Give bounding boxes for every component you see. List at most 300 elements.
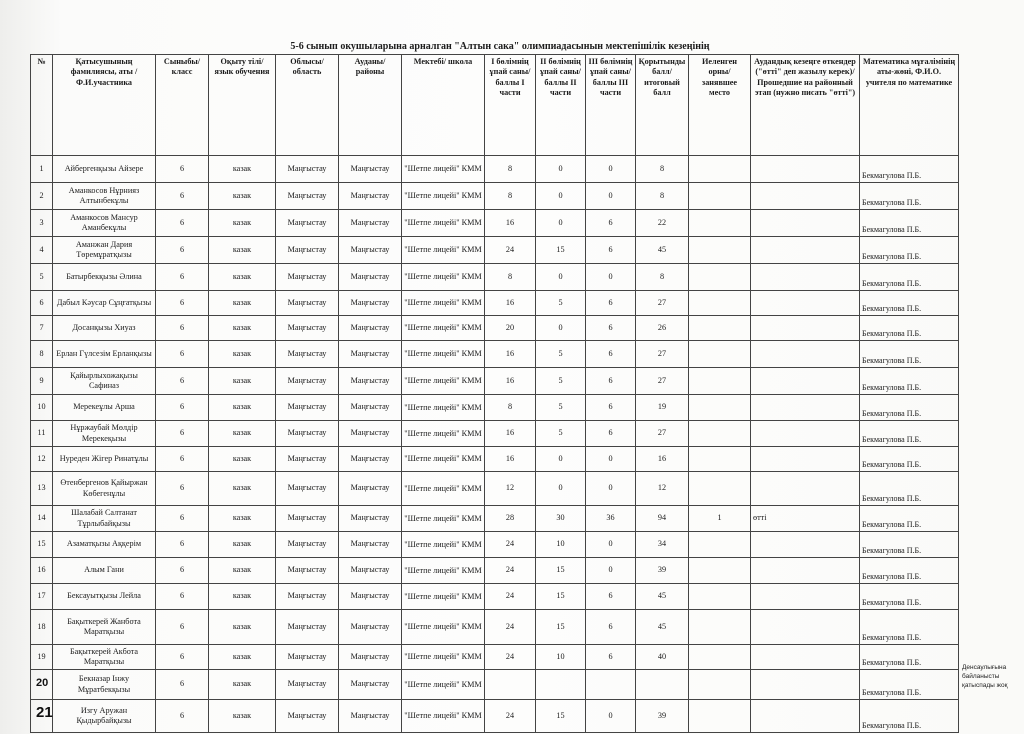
score-part2-cell: 5 <box>536 291 586 316</box>
score-part3-cell: 6 <box>586 421 636 447</box>
passed-status-cell <box>751 447 860 472</box>
score-part1-cell <box>485 670 536 700</box>
district-cell: Маңғыстау <box>339 610 402 645</box>
school-cell: "Шетпе лицейі" КММ <box>402 584 485 610</box>
participant-name-cell: Мерекеұлы Арша <box>53 395 156 421</box>
score-part2-cell: 0 <box>536 156 586 183</box>
place-cell <box>689 700 751 733</box>
place-cell <box>689 316 751 341</box>
score-part3-cell: 6 <box>586 210 636 237</box>
participant-name-cell: Ерлан Гүлсезім Ерланқызы <box>53 341 156 368</box>
participant-name-cell: Нұржаубай Мөлдір Мерекеқызы <box>53 421 156 447</box>
place-cell: 1 <box>689 506 751 532</box>
table-row <box>31 506 959 532</box>
language-cell: казак <box>209 670 276 700</box>
district-cell: Маңғыстау <box>339 395 402 421</box>
score-part1-cell: 24 <box>485 558 536 584</box>
teacher-name-cell: Бекмагулова П.Б. <box>860 395 959 421</box>
side-note: Денсаулығына байланысты қатыспады жоқ <box>962 664 1008 689</box>
passed-status-cell <box>751 210 860 237</box>
class-cell: 6 <box>156 447 209 472</box>
score-part3-cell: 6 <box>586 584 636 610</box>
passed-status-cell <box>751 670 860 700</box>
total-score-cell: 22 <box>636 210 689 237</box>
region-cell: Маңғыстау <box>276 645 339 670</box>
table-row <box>31 368 959 395</box>
language-cell: казак <box>209 421 276 447</box>
class-cell: 6 <box>156 156 209 183</box>
region-cell: Маңғыстау <box>276 264 339 291</box>
region-cell: Маңғыстау <box>276 532 339 558</box>
page-number-21: 21 <box>36 704 53 721</box>
row-number-cell: 8 <box>31 341 53 368</box>
place-cell <box>689 183 751 210</box>
score-part3-cell: 6 <box>586 395 636 421</box>
class-cell: 6 <box>156 506 209 532</box>
score-part3-cell: 6 <box>586 368 636 395</box>
class-cell: 6 <box>156 645 209 670</box>
total-score-cell: 27 <box>636 421 689 447</box>
place-cell <box>689 421 751 447</box>
score-part1-cell: 24 <box>485 237 536 264</box>
table-row <box>31 472 959 506</box>
school-cell: "Шетпе лицейі" КММ <box>402 670 485 700</box>
region-cell: Маңғыстау <box>276 210 339 237</box>
region-cell: Маңғыстау <box>276 316 339 341</box>
language-cell: казак <box>209 183 276 210</box>
score-part2-cell: 0 <box>536 183 586 210</box>
score-part2-cell: 15 <box>536 700 586 733</box>
region-cell: Маңғыстау <box>276 584 339 610</box>
district-cell: Маңғыстау <box>339 156 402 183</box>
total-score-cell: 16 <box>636 447 689 472</box>
passed-status-cell: өтті <box>751 506 860 532</box>
class-cell: 6 <box>156 584 209 610</box>
row-number-cell: 3 <box>31 210 53 237</box>
place-cell <box>689 447 751 472</box>
teacher-name-cell: Бекмагулова П.Б. <box>860 341 959 368</box>
language-cell: казак <box>209 472 276 506</box>
region-cell: Маңғыстау <box>276 395 339 421</box>
passed-status-cell <box>751 645 860 670</box>
district-cell: Маңғыстау <box>339 421 402 447</box>
table-row <box>31 395 959 421</box>
district-cell: Маңғыстау <box>339 341 402 368</box>
place-cell <box>689 291 751 316</box>
passed-status-cell <box>751 156 860 183</box>
school-cell: "Шетпе лицейі" КММ <box>402 610 485 645</box>
score-part2-cell: 0 <box>536 316 586 341</box>
school-cell: "Шетпе лицейі" КММ <box>402 421 485 447</box>
table-row <box>31 447 959 472</box>
region-cell: Маңғыстау <box>276 447 339 472</box>
score-part3-cell: 0 <box>586 183 636 210</box>
total-score-cell <box>636 670 689 700</box>
score-part3-cell: 0 <box>586 264 636 291</box>
place-cell <box>689 264 751 291</box>
class-cell: 6 <box>156 670 209 700</box>
school-cell: "Шетпе лицейі" КММ <box>402 156 485 183</box>
score-part1-cell: 24 <box>485 584 536 610</box>
place-cell <box>689 670 751 700</box>
teacher-name-cell: Бекмагулова П.Б. <box>860 237 959 264</box>
score-part3-cell: 6 <box>586 237 636 264</box>
total-score-cell: 8 <box>636 183 689 210</box>
class-cell: 6 <box>156 210 209 237</box>
district-cell: Маңғыстау <box>339 264 402 291</box>
header-number: № <box>31 55 53 156</box>
district-cell: Маңғыстау <box>339 472 402 506</box>
total-score-cell: 19 <box>636 395 689 421</box>
teacher-name-cell: Бекмагулова П.Б. <box>860 316 959 341</box>
participant-name-cell: Досанқызы Хиуаз <box>53 316 156 341</box>
score-part2-cell: 5 <box>536 421 586 447</box>
score-part3-cell: 0 <box>586 532 636 558</box>
teacher-name-cell: Бекмагулова П.Б. <box>860 610 959 645</box>
score-part2-cell: 0 <box>536 210 586 237</box>
teacher-name-cell: Бекмагулова П.Б. <box>860 645 959 670</box>
row-number-cell: 4 <box>31 237 53 264</box>
table-row <box>31 558 959 584</box>
score-part1-cell: 24 <box>485 610 536 645</box>
place-cell <box>689 610 751 645</box>
table-row <box>31 237 959 264</box>
teacher-name-cell: Бекмагулова П.Б. <box>860 584 959 610</box>
participant-name-cell: Өтенбергенов Қайыржан Көбегенұлы <box>53 472 156 506</box>
participant-name-cell: Бексауытқызы Лейла <box>53 584 156 610</box>
score-part2-cell: 0 <box>536 447 586 472</box>
header-participant: Қатысушының фамилиясы, аты /Ф.И.участника <box>53 55 156 156</box>
class-cell: 6 <box>156 421 209 447</box>
school-cell: "Шетпе лицейі" КММ <box>402 237 485 264</box>
score-part3-cell: 6 <box>586 316 636 341</box>
participant-name-cell: Аманкосов Мансур Аманбекұлы <box>53 210 156 237</box>
school-cell: "Шетпе лицейі" КММ <box>402 395 485 421</box>
row-number-cell: 15 <box>31 532 53 558</box>
school-cell: "Шетпе лицейі" КММ <box>402 316 485 341</box>
participant-name-cell: Бақыткерей Акбота Маратқызы <box>53 645 156 670</box>
score-part2-cell: 30 <box>536 506 586 532</box>
total-score-cell: 39 <box>636 558 689 584</box>
document-title: 5-6 сынып окушыларына арналган "Алтын сака" олимпиадасынын мектепішілік кезеңінің <box>290 41 710 52</box>
table-row <box>31 584 959 610</box>
table-row <box>31 316 959 341</box>
score-part2-cell: 10 <box>536 645 586 670</box>
participant-name-cell: Дабыл Кәусар Сұңғатқызы <box>53 291 156 316</box>
total-score-cell: 8 <box>636 264 689 291</box>
header-total-score: Қорытынды балл/ итоговый балл <box>636 55 689 156</box>
passed-status-cell <box>751 558 860 584</box>
language-cell: казак <box>209 291 276 316</box>
teacher-name-cell: Бекмагулова П.Б. <box>860 472 959 506</box>
region-cell: Маңғыстау <box>276 700 339 733</box>
header-school: Мектебі/ школа <box>402 55 485 156</box>
teacher-name-cell: Бекмагулова П.Б. <box>860 558 959 584</box>
score-part3-cell: 6 <box>586 341 636 368</box>
participant-name-cell: Азаматқызы Аққерім <box>53 532 156 558</box>
score-part1-cell: 24 <box>485 700 536 733</box>
score-part3-cell: 6 <box>586 645 636 670</box>
region-cell: Маңғыстау <box>276 368 339 395</box>
score-part1-cell: 16 <box>485 421 536 447</box>
participant-name-cell: Бекназар Інжу Мұратбекқызы <box>53 670 156 700</box>
teacher-name-cell: Бекмагулова П.Б. <box>860 156 959 183</box>
score-part1-cell: 16 <box>485 291 536 316</box>
passed-status-cell <box>751 395 860 421</box>
score-part1-cell: 20 <box>485 316 536 341</box>
region-cell: Маңғыстау <box>276 421 339 447</box>
region-cell: Маңғыстау <box>276 183 339 210</box>
passed-status-cell <box>751 316 860 341</box>
district-cell: Маңғыстау <box>339 210 402 237</box>
header-score-part1: I бөлімнің ұпай саны/ баллы I части <box>485 55 536 156</box>
passed-status-cell <box>751 610 860 645</box>
school-cell: "Шетпе лицейі" КММ <box>402 447 485 472</box>
passed-status-cell <box>751 237 860 264</box>
school-cell: "Шетпе лицейі" КММ <box>402 472 485 506</box>
place-cell <box>689 237 751 264</box>
place-cell <box>689 395 751 421</box>
score-part1-cell: 16 <box>485 210 536 237</box>
region-cell: Маңғыстау <box>276 610 339 645</box>
score-part2-cell: 10 <box>536 532 586 558</box>
header-score-part2: II бөлімнің ұпай саны/ баллы II части <box>536 55 586 156</box>
score-part3-cell: 0 <box>586 447 636 472</box>
total-score-cell: 94 <box>636 506 689 532</box>
page-number-20: 20 <box>36 677 49 689</box>
passed-status-cell <box>751 264 860 291</box>
total-score-cell: 27 <box>636 368 689 395</box>
score-part1-cell: 16 <box>485 368 536 395</box>
score-part2-cell: 15 <box>536 584 586 610</box>
header-district: Ауданы/ районы <box>339 55 402 156</box>
row-number-cell: 18 <box>31 610 53 645</box>
score-part1-cell: 24 <box>485 645 536 670</box>
score-part3-cell: 0 <box>586 472 636 506</box>
score-part2-cell <box>536 670 586 700</box>
region-cell: Маңғыстау <box>276 237 339 264</box>
table-row <box>31 156 959 183</box>
class-cell: 6 <box>156 316 209 341</box>
score-part3-cell <box>586 670 636 700</box>
row-number-cell: 19 <box>31 645 53 670</box>
language-cell: казак <box>209 395 276 421</box>
region-cell: Маңғыстау <box>276 558 339 584</box>
district-cell: Маңғыстау <box>339 700 402 733</box>
district-cell: Маңғыстау <box>339 183 402 210</box>
school-cell: "Шетпе лицейі" КММ <box>402 506 485 532</box>
participant-name-cell: Батырбекқызы Әлина <box>53 264 156 291</box>
teacher-name-cell: Бекмагулова П.Б. <box>860 210 959 237</box>
language-cell: казак <box>209 341 276 368</box>
class-cell: 6 <box>156 368 209 395</box>
score-part3-cell: 6 <box>586 610 636 645</box>
language-cell: казак <box>209 264 276 291</box>
school-cell: "Шетпе лицейі" КММ <box>402 645 485 670</box>
total-score-cell: 45 <box>636 610 689 645</box>
total-score-cell: 39 <box>636 700 689 733</box>
district-cell: Маңғыстау <box>339 316 402 341</box>
table-row <box>31 610 959 645</box>
school-cell: "Шетпе лицейі" КММ <box>402 341 485 368</box>
score-part2-cell: 5 <box>536 368 586 395</box>
table-row <box>31 421 959 447</box>
district-cell: Маңғыстау <box>339 368 402 395</box>
place-cell <box>689 472 751 506</box>
total-score-cell: 27 <box>636 291 689 316</box>
class-cell: 6 <box>156 237 209 264</box>
region-cell: Маңғыстау <box>276 341 339 368</box>
participants-table <box>30 54 959 733</box>
teacher-name-cell: Бекмагулова П.Б. <box>860 506 959 532</box>
total-score-cell: 34 <box>636 532 689 558</box>
teacher-name-cell: Бекмагулова П.Б. <box>860 421 959 447</box>
participant-name-cell: Аманкосов Нұрнияз Алтынбекұлы <box>53 183 156 210</box>
district-cell: Маңғыстау <box>339 506 402 532</box>
language-cell: казак <box>209 368 276 395</box>
score-part3-cell: 0 <box>586 700 636 733</box>
row-number-cell: 12 <box>31 447 53 472</box>
language-cell: казак <box>209 156 276 183</box>
school-cell: "Шетпе лицейі" КММ <box>402 291 485 316</box>
row-number-cell: 7 <box>31 316 53 341</box>
region-cell: Маңғыстау <box>276 291 339 316</box>
region-cell: Маңғыстау <box>276 670 339 700</box>
table-row <box>31 183 959 210</box>
row-number-cell: 10 <box>31 395 53 421</box>
participant-name-cell: Қайырлыхожақызы Сафиназ <box>53 368 156 395</box>
district-cell: Маңғыстау <box>339 237 402 264</box>
score-part3-cell: 0 <box>586 156 636 183</box>
total-score-cell: 27 <box>636 341 689 368</box>
participant-name-cell: Шалабай Салтанат Тұрлыбайқызы <box>53 506 156 532</box>
district-cell: Маңғыстау <box>339 645 402 670</box>
table-row <box>31 532 959 558</box>
teacher-name-cell: Бекмагулова П.Б. <box>860 447 959 472</box>
teacher-name-cell: Бекмагулова П.Б. <box>860 264 959 291</box>
table-row <box>31 291 959 316</box>
header-class: Сыныбы/ класс <box>156 55 209 156</box>
row-number-cell: 6 <box>31 291 53 316</box>
language-cell: казак <box>209 610 276 645</box>
total-score-cell: 8 <box>636 156 689 183</box>
language-cell: казак <box>209 584 276 610</box>
district-cell: Маңғыстау <box>339 447 402 472</box>
teacher-name-cell: Бекмагулова П.Б. <box>860 670 959 700</box>
language-cell: казак <box>209 700 276 733</box>
region-cell: Маңғыстау <box>276 506 339 532</box>
score-part1-cell: 16 <box>485 341 536 368</box>
row-number-cell: 13 <box>31 472 53 506</box>
score-part1-cell: 8 <box>485 395 536 421</box>
score-part3-cell: 0 <box>586 558 636 584</box>
score-part1-cell: 16 <box>485 447 536 472</box>
class-cell: 6 <box>156 183 209 210</box>
place-cell <box>689 532 751 558</box>
school-cell: "Шетпе лицейі" КММ <box>402 368 485 395</box>
score-part2-cell: 0 <box>536 264 586 291</box>
table-row <box>31 670 959 700</box>
total-score-cell: 12 <box>636 472 689 506</box>
participant-name-cell: Аманжан Дария Төремұратқызы <box>53 237 156 264</box>
district-cell: Маңғыстау <box>339 558 402 584</box>
table-header-row <box>31 55 959 156</box>
passed-status-cell <box>751 421 860 447</box>
passed-status-cell <box>751 584 860 610</box>
place-cell <box>689 341 751 368</box>
participant-name-cell: Нуреден Жігер Ринатұлы <box>53 447 156 472</box>
class-cell: 6 <box>156 472 209 506</box>
score-part1-cell: 8 <box>485 156 536 183</box>
region-cell: Маңғыстау <box>276 156 339 183</box>
language-cell: казак <box>209 210 276 237</box>
header-region: Облысы/ область <box>276 55 339 156</box>
header-teacher: Математика мұғалімінің аты-жөні, Ф.И.О. учителя по математике <box>860 55 959 156</box>
participant-name-cell: Изгу Аружан Қыдырбайқызы <box>53 700 156 733</box>
score-part1-cell: 24 <box>485 532 536 558</box>
row-number-cell: 16 <box>31 558 53 584</box>
district-cell: Маңғыстау <box>339 532 402 558</box>
passed-status-cell <box>751 368 860 395</box>
score-part1-cell: 28 <box>485 506 536 532</box>
place-cell <box>689 156 751 183</box>
total-score-cell: 26 <box>636 316 689 341</box>
passed-status-cell <box>751 532 860 558</box>
class-cell: 6 <box>156 532 209 558</box>
class-cell: 6 <box>156 264 209 291</box>
table-row <box>31 700 959 733</box>
class-cell: 6 <box>156 341 209 368</box>
language-cell: казак <box>209 237 276 264</box>
district-cell: Маңғыстау <box>339 670 402 700</box>
school-cell: "Шетпе лицейі" КММ <box>402 183 485 210</box>
row-number-cell: 5 <box>31 264 53 291</box>
participant-name-cell: Бақыткерей Жанбота Маратқызы <box>53 610 156 645</box>
table-row <box>31 210 959 237</box>
school-cell: "Шетпе лицейі" КММ <box>402 532 485 558</box>
total-score-cell: 40 <box>636 645 689 670</box>
row-number-cell: 9 <box>31 368 53 395</box>
place-cell <box>689 368 751 395</box>
class-cell: 6 <box>156 558 209 584</box>
language-cell: казак <box>209 316 276 341</box>
language-cell: казак <box>209 447 276 472</box>
score-part1-cell: 12 <box>485 472 536 506</box>
teacher-name-cell: Бекмагулова П.Б. <box>860 700 959 733</box>
district-cell: Маңғыстау <box>339 291 402 316</box>
score-part2-cell: 15 <box>536 610 586 645</box>
passed-status-cell <box>751 183 860 210</box>
district-cell: Маңғыстау <box>339 584 402 610</box>
row-number-cell: 17 <box>31 584 53 610</box>
header-place: Иеленген орны/ занявшее место <box>689 55 751 156</box>
school-cell: "Шетпе лицейі" КММ <box>402 558 485 584</box>
score-part2-cell: 15 <box>536 237 586 264</box>
score-part3-cell: 6 <box>586 291 636 316</box>
language-cell: казак <box>209 506 276 532</box>
teacher-name-cell: Бекмагулова П.Б. <box>860 183 959 210</box>
passed-status-cell <box>751 472 860 506</box>
teacher-name-cell: Бекмагулова П.Б. <box>860 291 959 316</box>
language-cell: казак <box>209 532 276 558</box>
class-cell: 6 <box>156 610 209 645</box>
table-row <box>31 341 959 368</box>
teacher-name-cell: Бекмагулова П.Б. <box>860 532 959 558</box>
total-score-cell: 45 <box>636 584 689 610</box>
header-passed-to-district: Аудандық кезеңге өткендер ("өтті" деп жазылу керек)/ Прошедшие на районный этап (нужно писать "өтті") <box>751 55 860 156</box>
region-cell: Маңғыстау <box>276 472 339 506</box>
participant-name-cell: Алым Гани <box>53 558 156 584</box>
